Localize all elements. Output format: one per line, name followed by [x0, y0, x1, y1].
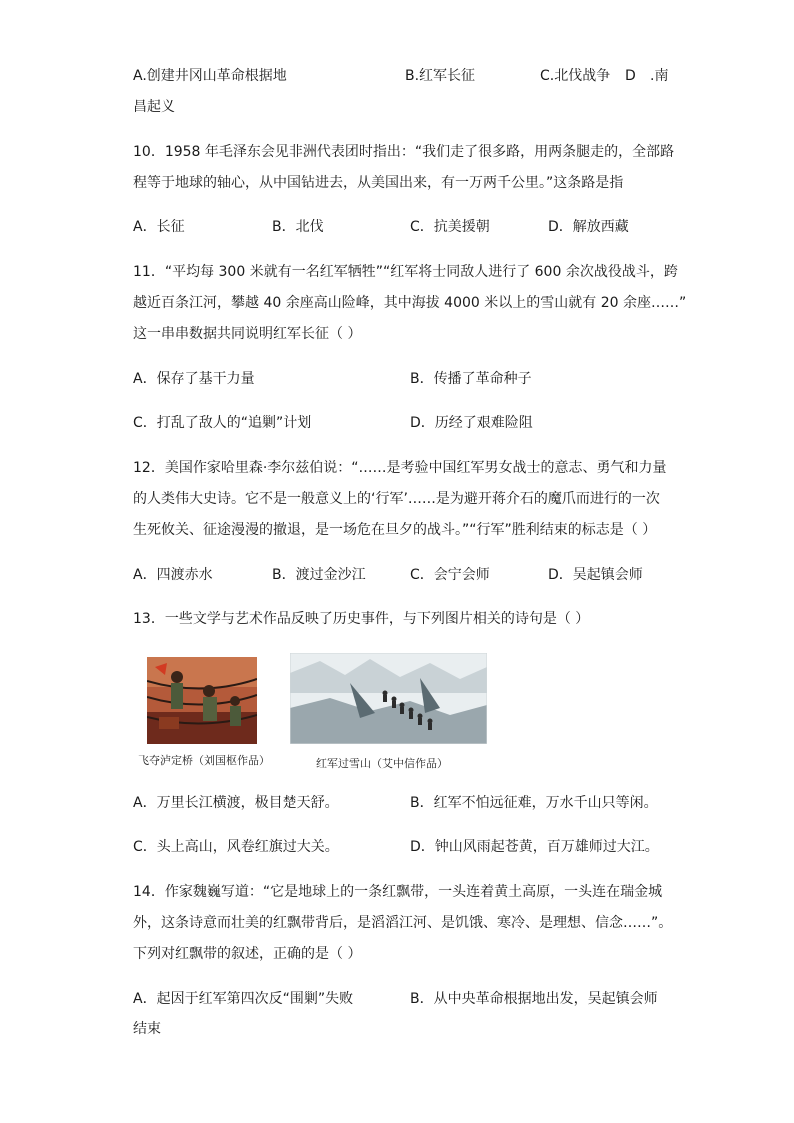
q14-option-a: A．起因于红军第四次反“围剿”失败 — [133, 991, 354, 1007]
q11-stem-line1: 11．“平均每 300 米就有一名红军牺牲”“红军将士同敌人进行了 600 余次战役战斗，跨 — [133, 264, 678, 280]
q13-option-d: D．钟山风雨起苍黄，百万雄师过大江。 — [410, 839, 659, 855]
q11-option-b: B．传播了革命种子 — [410, 371, 532, 387]
q11-stem-line2: 越近百条江河，攀越 40 余座高山险峰，其中海拔 4000 米以上的雪山就有 20 余座……” — [133, 295, 687, 311]
q14-stem-line1: 14．作家魏巍写道：“它是地球上的一条红飘带，一头连着黄土高原，一头连在瑞金城 — [133, 884, 663, 900]
q10-option-d: D．解放西藏 — [548, 219, 629, 235]
q9-option-d-letter: D — [625, 68, 636, 84]
q12-option-b: B．渡过金沙江 — [272, 567, 366, 583]
q13-option-b: B．红军不怕远征难，万水千山只等闲。 — [410, 795, 658, 811]
q13-option-a: A．万里长江横渡，极目楚天舒。 — [133, 795, 339, 811]
q11-stem-line3: 这一串串数据共同说明红军长征（ ） — [133, 326, 362, 342]
q14-stem-line3: 下列对红飘带的叙述，正确的是（ ） — [133, 946, 362, 962]
luding-bridge-painting — [147, 657, 257, 744]
q10-stem-line2: 程等于地球的轴心，从中国钻进去，从美国出来，有一万两千公里。”这条路是指 — [133, 175, 624, 191]
q11-option-d: D．历经了艰难险阻 — [410, 415, 533, 431]
q12-option-d: D．吴起镇会师 — [548, 567, 643, 583]
painting1-caption: 飞夺泸定桥（刘国枢作品） — [138, 754, 270, 767]
q12-option-a: A．四渡赤水 — [133, 567, 213, 583]
q10-stem-line1: 10．1958 年毛泽东会见非洲代表团时指出：“我们走了很多路，用两条腿走的，全部路 — [133, 144, 675, 160]
q9-option-d-text: .南 — [650, 68, 669, 84]
q14-option-b-continued: 结束 — [133, 1021, 161, 1037]
q10-option-a: A．长征 — [133, 219, 185, 235]
q11-option-c: C．打乱了敌人的“追剿”计划 — [133, 415, 312, 431]
q9-option-d-continued: 昌起义 — [133, 99, 175, 115]
q9-option-a: A.创建井冈山革命根据地 — [133, 68, 287, 84]
q11-option-a: A．保存了基干力量 — [133, 371, 255, 387]
q13-stem: 13．一些文学与艺术作品反映了历史事件，与下列图片相关的诗句是（ ） — [133, 611, 590, 627]
q12-option-c: C．会宁会师 — [410, 567, 490, 583]
q12-stem-line1: 12．美国作家哈里森·李尔兹伯说：“……是考验中国红军男女战士的意志、勇气和力量 — [133, 460, 667, 476]
q9-option-b: B.红军长征 — [405, 68, 476, 84]
q12-stem-line3: 生死攸关、征途漫漫的撤退，是一场危在旦夕的战斗。”“行军”胜利结束的标志是（ ） — [133, 522, 657, 538]
q10-option-c: C．抗美援朝 — [410, 219, 490, 235]
q13-option-c: C．头上高山，风卷红旗过大关。 — [133, 839, 339, 855]
q12-stem-line2: 的人类伟大史诗。它不是一般意义上的‘行军’……是为避开蒋介石的魔爪而进行的一次 — [133, 491, 660, 507]
q14-stem-line2: 外，这条诗意而壮美的红飘带背后，是滔滔江河、是饥饿、寒冷、是理想、信念……”。 — [133, 915, 673, 931]
snow-mountain-painting — [290, 653, 487, 744]
q14-option-b: B．从中央革命根据地出发，吴起镇会师 — [410, 991, 658, 1007]
q10-option-b: B．北伐 — [272, 219, 324, 235]
q9-option-c: C.北伐战争 — [540, 68, 611, 84]
painting2-caption: 红军过雪山（艾中信作品） — [316, 757, 448, 770]
